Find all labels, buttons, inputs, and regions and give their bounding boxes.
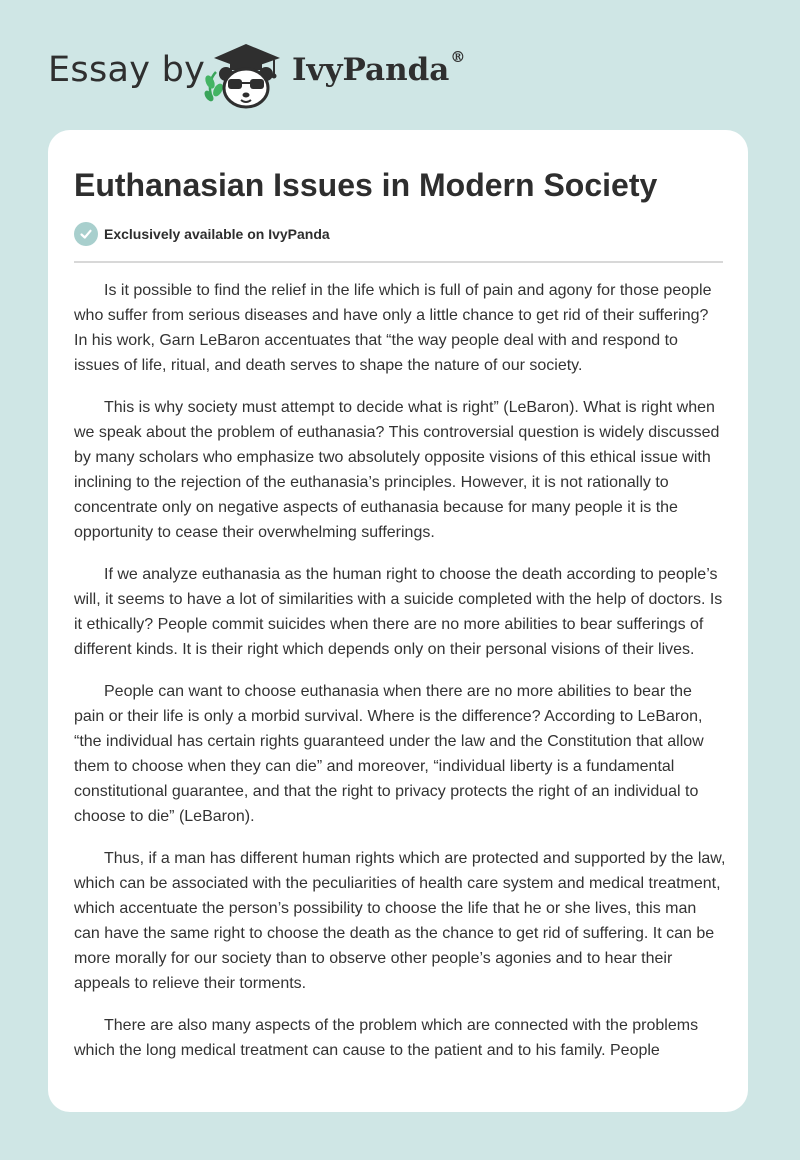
check-circle-icon — [74, 222, 98, 246]
paragraph: This is why society must attempt to decide what is right” (LeBaron). What is right when we speak about the problem of euthanasia? This controversial question is widely discussed by many scholars who emphasize two absolutely opposite visions of this ethical issue with inclining to the rejection of the euthanasia’s principles. However, it is not rationally to concentrate only on negative aspects of euthanasia because for many people it is the opportunity to cease their overwhelming sufferings. — [74, 399, 720, 541]
panda-graduate-icon — [200, 38, 290, 110]
paragraph: If we analyze euthanasia as the human right to choose the death according to people’s will, it seems to have a lot of similarities with a suicide completed with the help of doctors. Is it ethically? People commit suicides when there are no more abilities to bear sufferings of different kinds. It is their right which depends only on their personal visions of their lives. — [74, 566, 723, 658]
registered-mark: ® — [450, 48, 466, 66]
brand-name-text: IvyPanda — [292, 52, 450, 88]
essay-body — [74, 278, 726, 1080]
divider — [74, 261, 723, 263]
page-title: Euthanasian Issues in Modern Society — [74, 167, 658, 203]
site-header — [0, 0, 800, 130]
essay-card — [48, 130, 748, 1112]
paragraph: Thus, if a man has different human rights which are protected and supported by the law, which can be associated with the peculiarities of health care system and medical treatment, which accentuate the person’s possibility to choose the life that he or she lives, this man can have the same right to choose the death as the chance to get rid of suffering. It can be more morally for our society than to observe other people’s agonies and to hear their appeals to relieve their torments. — [74, 850, 726, 992]
brand-name — [292, 48, 466, 88]
paragraph: People can want to choose euthanasia when there are no more abilities to bear the pain or their life is only a morbid survival. Where is the difference? According to LeBaron, “the individual has certain rights guaranteed under the law and the Constitution that allow them to choose when they can die” and moreover, “individual liberty is a fundamental constitutional guarantee, and that the right to privacy protects the right of an individual to choose to die” (LeBaron). — [74, 683, 704, 825]
paragraph: There are also many aspects of the problem which are connected with the problems which the long medical treatment can cause to the patient and to his family. People — [74, 1017, 699, 1059]
badge-text: Exclusively available on IvyPanda — [104, 226, 330, 242]
brand-prefix: Essay by — [48, 50, 206, 90]
paragraph: Is it possible to find the relief in the life which is full of pain and agony for those people who suffer from serious diseases and have only a little chance to get rid of their suffering? In his work, Garn LeBaron accentuates that “the way people deal with and respond to issues of life, ritual, and death serves to shape the nature of our society. — [74, 282, 712, 374]
exclusive-badge — [74, 222, 330, 246]
